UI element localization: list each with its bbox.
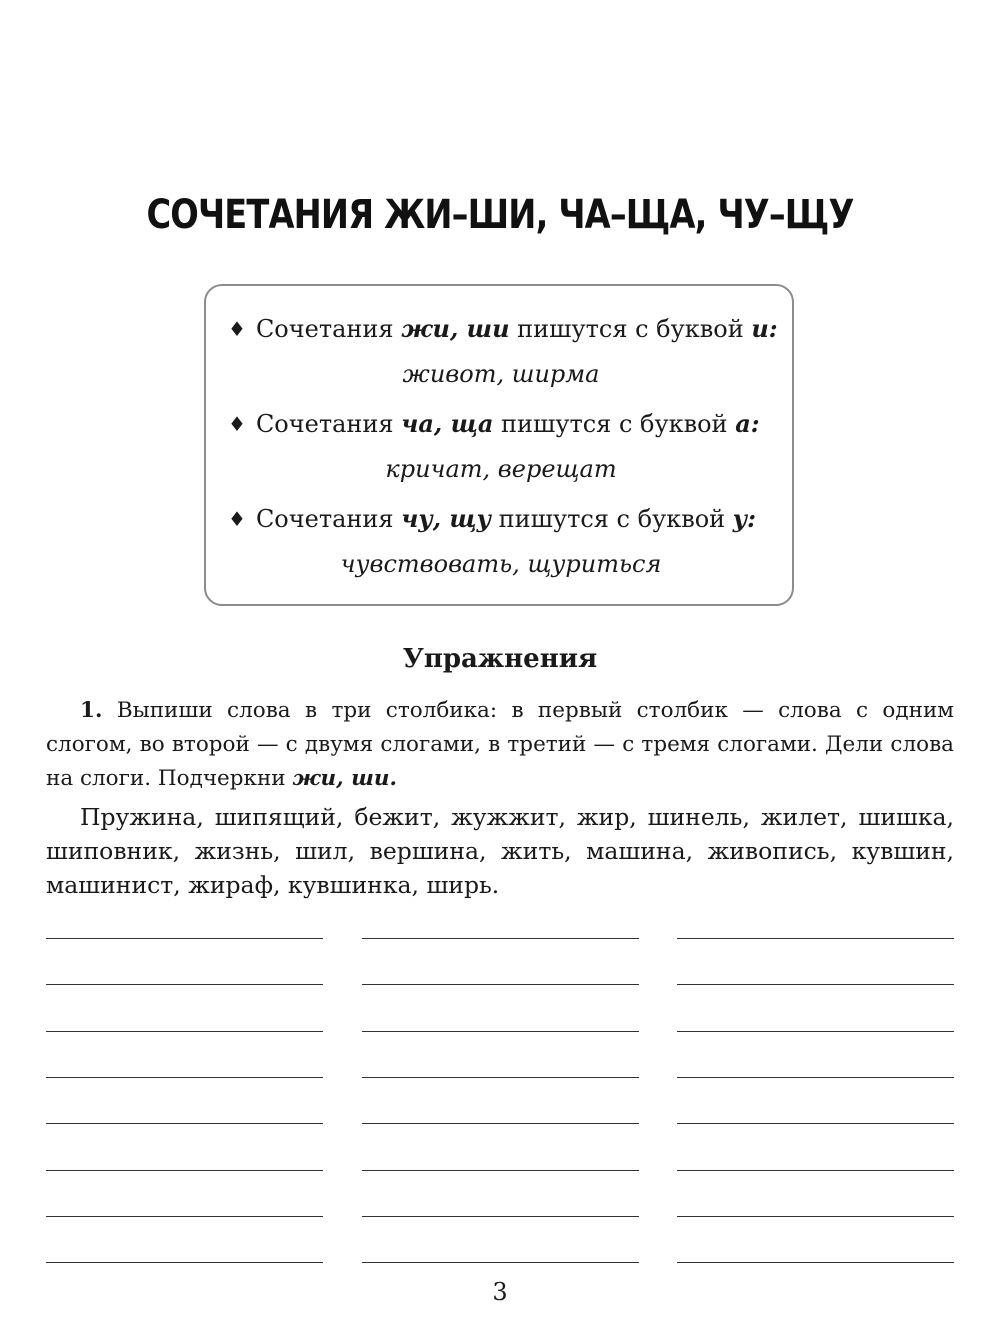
answer-line[interactable] (677, 1170, 954, 1171)
rule-lead: Сочетания (255, 505, 394, 533)
rule-middle: пишутся с буквой (501, 410, 728, 438)
rule-statement (228, 504, 756, 533)
answer-line[interactable] (677, 1123, 954, 1124)
rule-pair: чу, щу (401, 504, 491, 533)
page-number: 3 (492, 1278, 508, 1306)
answer-line[interactable] (46, 1031, 323, 1032)
rule-middle: пишутся с буквой (498, 505, 726, 533)
rule-pair: ча, ща (401, 409, 494, 438)
answer-line[interactable] (46, 938, 323, 939)
rule-letter: а: (735, 409, 760, 438)
answer-line[interactable] (362, 984, 639, 985)
rule-lead: Сочетания (255, 410, 394, 438)
answer-line[interactable] (677, 1077, 954, 1078)
answer-line[interactable] (46, 1077, 323, 1078)
rule-lead: Сочетания (255, 315, 394, 343)
rule-statement (228, 409, 760, 438)
answer-line[interactable] (362, 1262, 639, 1263)
task-highlight: жи, ши. (292, 766, 398, 791)
rule-examples: живот, ширма (402, 360, 600, 388)
task-instructions (46, 694, 954, 796)
answer-line[interactable] (362, 938, 639, 939)
rule-letter: и: (751, 314, 778, 343)
answer-line[interactable] (46, 1123, 323, 1124)
rule-examples: кричат, верещат (385, 455, 617, 483)
exercises-heading: Упражнения (402, 644, 598, 674)
answer-line[interactable] (677, 1262, 954, 1263)
rule-pair: жи, ши (401, 314, 510, 343)
word-list: Пружина, шипящий, бежит, жужжит, жир, шинель, жилет, шишка, шиповник, жизнь, шил, вершина, жить, машина, живопись, кувшин, машинист, жираф, кувшинка, ширь. (46, 803, 954, 899)
task-number: 1. (80, 698, 103, 723)
answer-line[interactable] (362, 1170, 639, 1171)
rule-letter: у: (732, 504, 757, 533)
answer-line[interactable] (677, 984, 954, 985)
rule-examples: чувствовать, щуриться (340, 550, 662, 578)
page-title: СОЧЕТАНИЯ ЖИ–ШИ, ЧА–ЩА, ЧУ–ЩУ (146, 192, 854, 238)
answer-line[interactable] (677, 938, 954, 939)
rule-box (204, 284, 794, 606)
answer-line[interactable] (46, 1262, 323, 1263)
rule-statement (228, 314, 778, 343)
answer-line[interactable] (677, 1031, 954, 1032)
task-text: Выпиши слова в три столбика: в первый столбик — слова с одним слогом, во второй — с двумя слогами, в третий — с тремя слогами. Дели слова на слоги. Подчеркни (46, 698, 954, 791)
answer-line[interactable] (362, 1216, 639, 1217)
answer-line[interactable] (362, 1077, 639, 1078)
answer-line[interactable] (46, 1216, 323, 1217)
answer-line[interactable] (46, 1170, 323, 1171)
rule-middle: пишутся с буквой (517, 315, 744, 343)
diamond-bullet-icon: ♦ (228, 317, 246, 341)
answer-line[interactable] (46, 984, 323, 985)
diamond-bullet-icon: ♦ (228, 507, 246, 531)
answer-line[interactable] (677, 1216, 954, 1217)
answer-line[interactable] (362, 1031, 639, 1032)
answer-line[interactable] (362, 1123, 639, 1124)
diamond-bullet-icon: ♦ (228, 412, 246, 436)
